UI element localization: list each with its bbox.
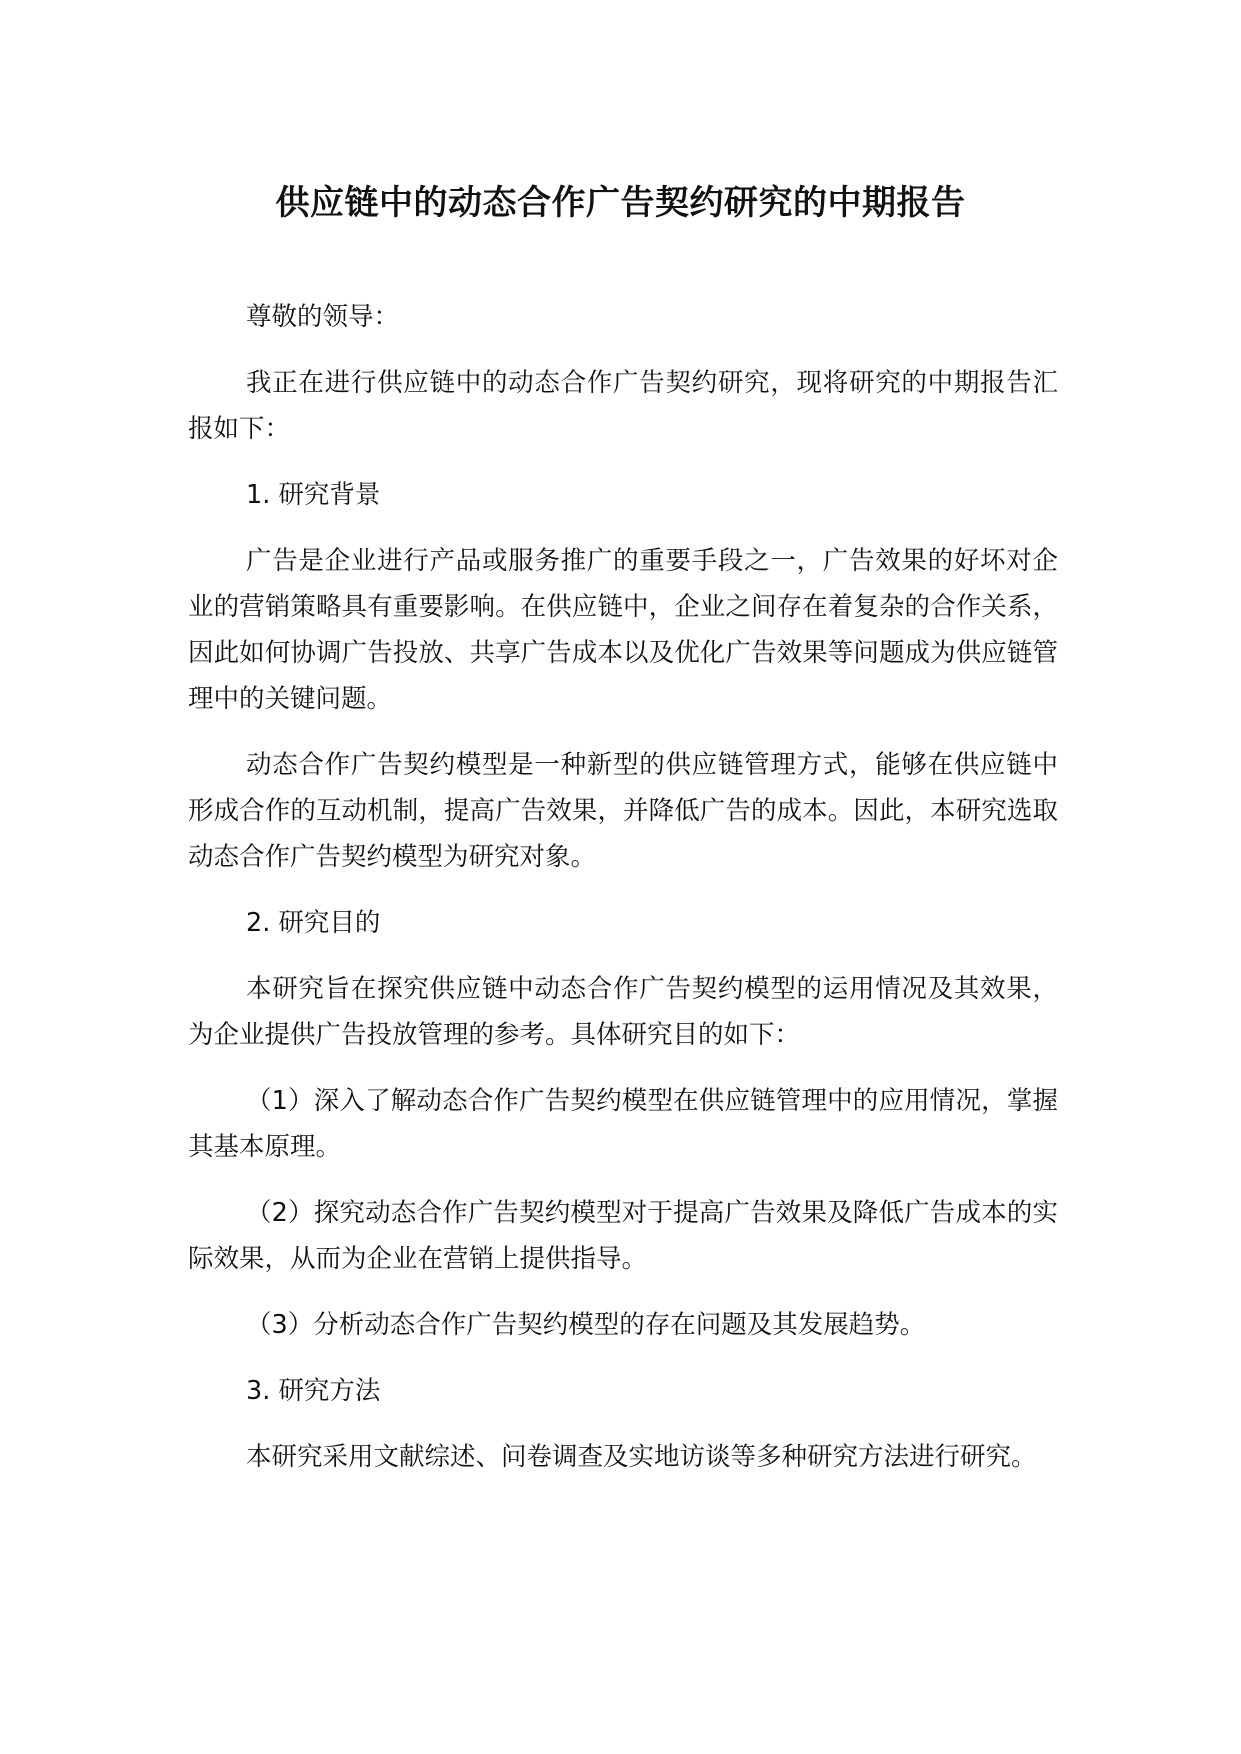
section-heading-purpose: 2. 研究目的 bbox=[246, 908, 381, 938]
purpose-paragraph: 本研究旨在探究供应链中动态合作广告契约模型的运用情况及其效果，为企业提供广告投放管理的参考。具体研究目的如下： bbox=[188, 974, 1058, 1050]
salutation: 尊敬的领导： bbox=[246, 302, 400, 332]
purpose-item-3: （3）分析动态合作广告契约模型的存在问题及其发展趋势。 bbox=[246, 1310, 926, 1340]
purpose-item-1: （1）深入了解动态合作广告契约模型在供应链管理中的应用情况，掌握其基本原理。 bbox=[188, 1086, 1058, 1162]
background-paragraph-2: 动态合作广告契约模型是一种新型的供应链管理方式，能够在供应链中形成合作的互动机制，提高广告效果，并降低广告的成本。因此，本研究选取动态合作广告契约模型为研究对象。 bbox=[188, 750, 1058, 872]
document-title: 供应链中的动态合作广告契约研究的中期报告 bbox=[275, 183, 966, 223]
methods-paragraph: 本研究采用文献综述、问卷调查及实地访谈等多种研究方法进行研究。 bbox=[246, 1442, 1037, 1472]
intro-paragraph: 我正在进行供应链中的动态合作广告契约研究，现将研究的中期报告汇报如下： bbox=[188, 368, 1058, 444]
background-paragraph-1: 广告是企业进行产品或服务推广的重要手段之一，广告效果的好坏对企业的营销策略具有重要影响。在供应链中，企业之间存在着复杂的合作关系，因此如何协调广告投放、共享广告成本以及优化广告效果等问题成为供应链管理中的关键问题。 bbox=[188, 546, 1058, 714]
section-heading-background: 1. 研究背景 bbox=[246, 480, 381, 510]
purpose-item-2: （2）探究动态合作广告契约模型对于提高广告效果及降低广告成本的实际效果，从而为企业在营销上提供指导。 bbox=[188, 1198, 1058, 1274]
document-body bbox=[188, 294, 1058, 1500]
section-heading-methods: 3. 研究方法 bbox=[246, 1376, 381, 1406]
